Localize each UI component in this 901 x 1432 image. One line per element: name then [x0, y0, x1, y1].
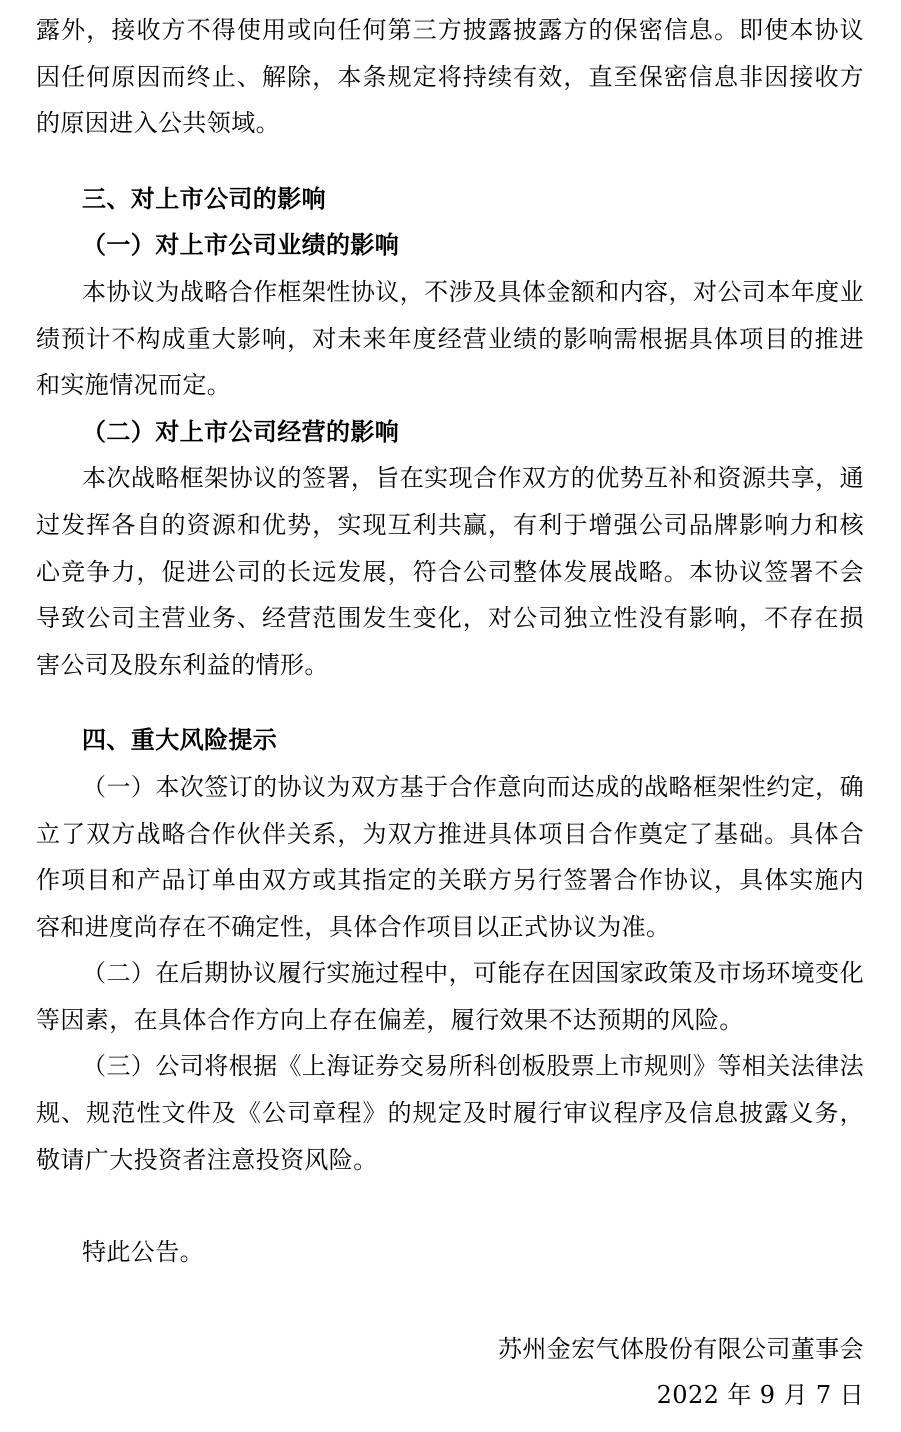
performance-paragraph: 本协议为战略合作框架性协议，不涉及具体金额和内容，对公司本年度业绩预计不构成重大影响，对未来年度经营业绩的影响需根据具体项目的推进和实施情况而定。 — [36, 277, 864, 400]
signature-date: 2022 年 9 月 7 日 — [656, 1381, 864, 1410]
section-heading-impact: 三、对上市公司的影响 — [82, 183, 326, 213]
operations-paragraph: 本次战略框架协议的签署，旨在实现合作双方的优势互补和资源共享，通过发挥各自的资源和优势，实现互利共赢，有利于增强公司品牌影响力和核心竞争力，促进公司的长远发展，符合公司整体发展战略。本协议签署不会导致公司主营业务、经营范围发生变化，对公司独立性没有影响，不存在损害公司及股东利益的情形。 — [36, 464, 864, 679]
risk-item-3: （三）公司将根据《上海证券交易所科创板股票上市规则》等相关法律法规、规范性文件及《公司章程》的规定及时履行审议程序及信息披露义务，敬请广大投资者注意投资风险。 — [36, 1052, 864, 1174]
closing-statement: 特此公告。 — [82, 1238, 204, 1267]
signature-block — [36, 1326, 864, 1419]
section-heading-risks: 四、重大风险提示 — [82, 725, 278, 755]
risk-item-2: （二）在后期协议履行实施过程中，可能存在因国家政策及市场环境变化等因素，在具体合作方向上存在偏差，履行效果不达预期的风险。 — [36, 959, 864, 1034]
subsection-heading-operations: （二）对上市公司经营的影响 — [82, 416, 400, 446]
document-page — [36, 0, 864, 1419]
signature-company: 苏州金宏气体股份有限公司董事会 — [498, 1334, 864, 1363]
continuation-paragraph: 露外，接收方不得使用或向任何第三方披露披露方的保密信息。即使本协议因任何原因而终止、解除，本条规定将持续有效，直至保密信息非因接收方的原因进入公共领域。 — [36, 16, 864, 138]
risk-item-1: （一）本次签订的协议为双方基于合作意向而达成的战略框架性约定，确立了双方战略合作伙伴关系，为双方推进具体项目合作奠定了基础。具体合作项目和产品订单由双方或其指定的关联方另行签署合作协议，具体实施内容和进度尚存在不确定性，具体合作项目以正式协议为准。 — [36, 772, 864, 941]
subsection-heading-performance: （一）对上市公司业绩的影响 — [82, 230, 400, 260]
